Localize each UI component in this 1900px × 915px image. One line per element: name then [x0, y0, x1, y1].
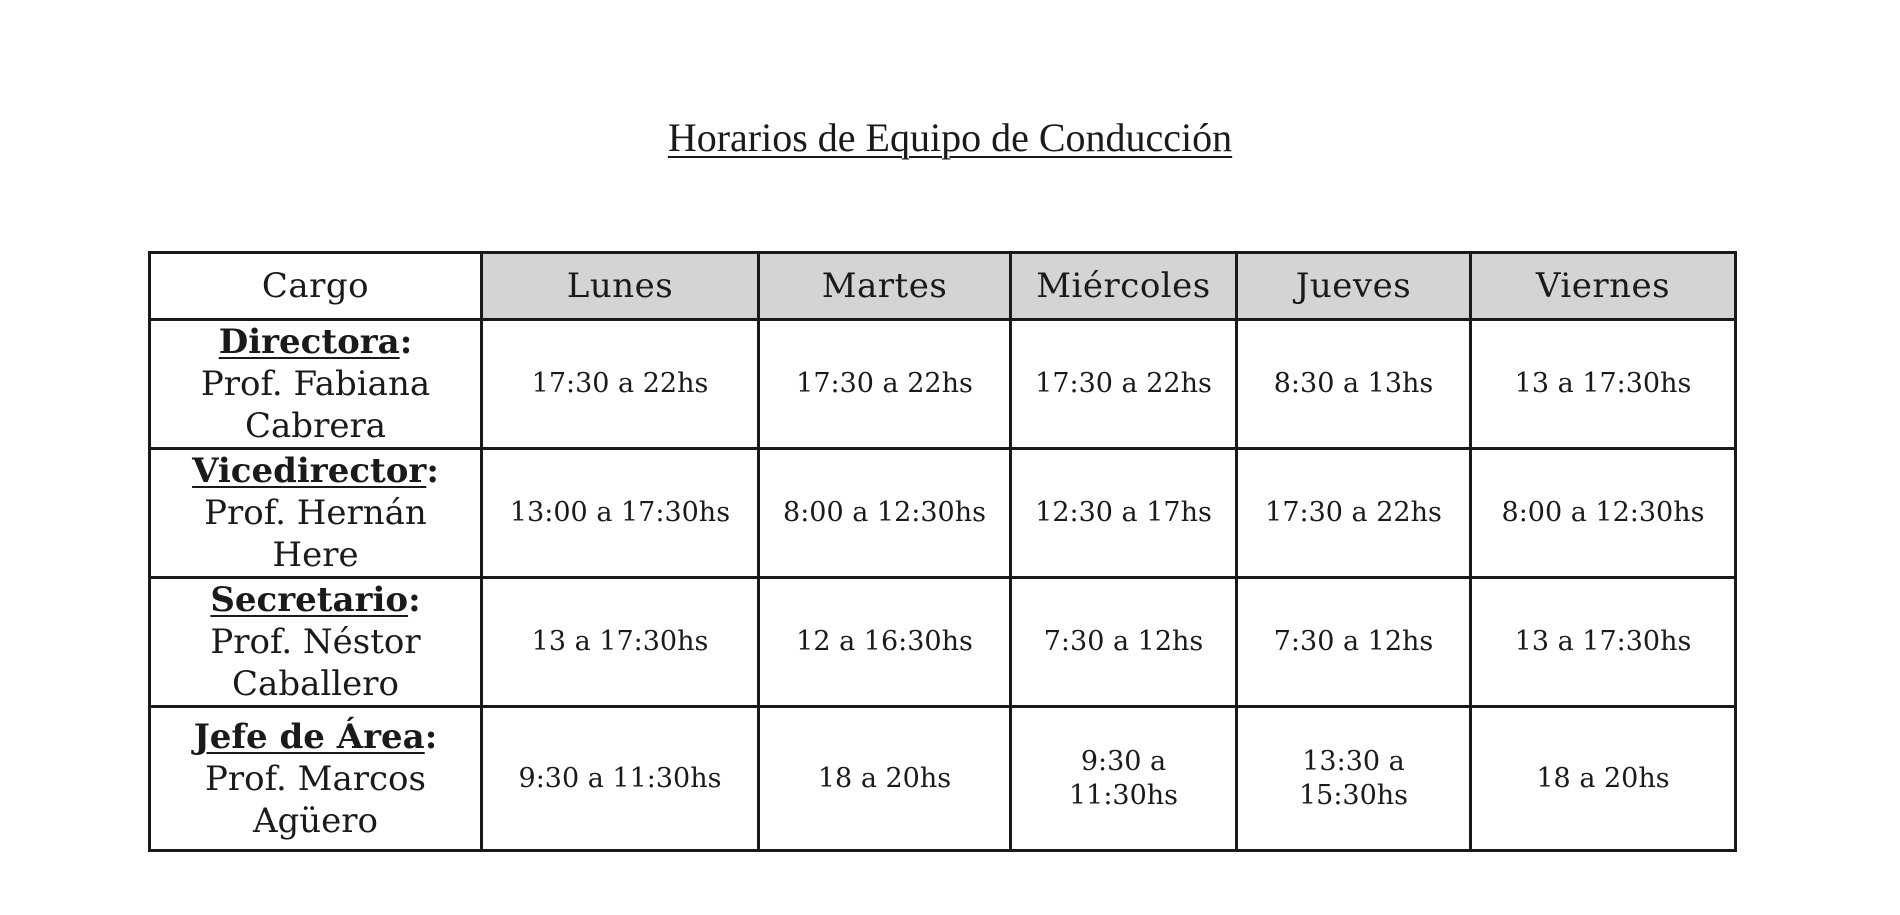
time-cell-viernes: 8:00 a 12:30hs [1471, 449, 1736, 578]
person-name-line2: Agüero [252, 800, 379, 841]
time-cell-viernes: 18 a 20hs [1471, 707, 1736, 851]
time-cell-martes: 12 a 16:30hs [759, 578, 1011, 707]
time-cell-viernes: 13 a 17:30hs [1471, 578, 1736, 707]
role-label: Directora [218, 322, 400, 362]
table-row [150, 578, 1736, 707]
person-cell: Directora: Prof. Fabiana Cabrera [150, 320, 482, 449]
person-name-line1: Prof. Hernán [204, 493, 427, 533]
time-cell-miercoles: 17:30 a 22hs [1011, 320, 1237, 449]
time-cell-viernes: 13 a 17:30hs [1471, 320, 1736, 449]
header-miercoles: Miércoles [1011, 253, 1237, 320]
time-cell-martes: 8:00 a 12:30hs [759, 449, 1011, 578]
time-cell-miercoles: 9:30 a 11:30hs [1011, 707, 1237, 851]
header-cargo: Cargo [150, 253, 482, 320]
role-label: Vicedirector [192, 451, 427, 491]
person-name-line2: Here [272, 535, 359, 575]
role-label: Jefe de Área [193, 716, 425, 757]
person-cell: Vicedirector: Prof. Hernán Here [150, 449, 482, 578]
table-row [150, 320, 1736, 449]
time-cell-jueves: 8:30 a 13hs [1237, 320, 1471, 449]
time-cell-miercoles: 12:30 a 17hs [1011, 449, 1237, 578]
person-name-line1: Prof. Néstor [210, 622, 421, 662]
time-cell-miercoles: 7:30 a 12hs [1011, 578, 1237, 707]
time-cell-lunes: 17:30 a 22hs [482, 320, 759, 449]
header-viernes: Viernes [1471, 253, 1736, 320]
table-row [150, 449, 1736, 578]
time-cell-martes: 18 a 20hs [759, 707, 1011, 851]
table-header-row [150, 253, 1736, 320]
time-cell-jueves: 7:30 a 12hs [1237, 578, 1471, 707]
time-cell-lunes: 13 a 17:30hs [482, 578, 759, 707]
person-name-line2: Cabrera [245, 406, 386, 446]
person-name-line1: Prof. Marcos [205, 758, 426, 799]
time-cell-lunes: 13:00 a 17:30hs [482, 449, 759, 578]
header-jueves: Jueves [1237, 253, 1471, 320]
time-cell-jueves: 13:30 a 15:30hs [1237, 707, 1471, 851]
person-cell: Jefe de Área: Prof. Marcos Agüero [150, 707, 482, 851]
header-lunes: Lunes [482, 253, 759, 320]
time-cell-jueves: 17:30 a 22hs [1237, 449, 1471, 578]
person-name-line2: Caballero [232, 664, 399, 704]
time-cell-martes: 17:30 a 22hs [759, 320, 1011, 449]
schedule-table [148, 251, 1737, 852]
role-label: Secretario [210, 580, 409, 620]
time-cell-lunes: 9:30 a 11:30hs [482, 707, 759, 851]
header-martes: Martes [759, 253, 1011, 320]
document-title: Horarios de Equipo de Conducción [667, 115, 1233, 160]
person-cell: Secretario: Prof. Néstor Caballero [150, 578, 482, 707]
person-name-line1: Prof. Fabiana [200, 364, 431, 404]
table-row [150, 707, 1736, 851]
